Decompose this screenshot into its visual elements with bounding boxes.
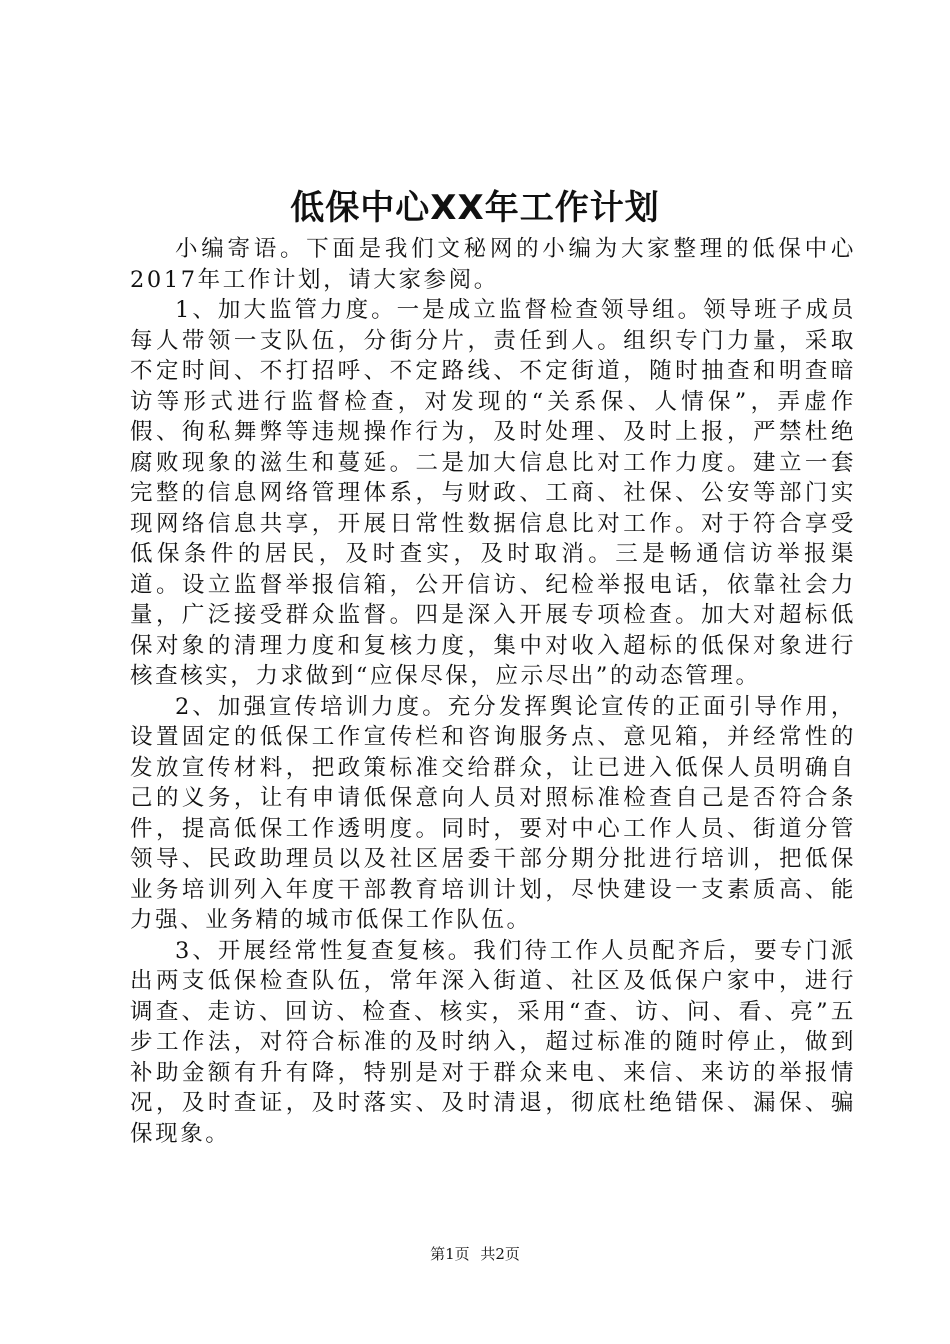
paragraph-item-3: 3、开展经常性复查复核。我们待工作人员配齐后，要专门派出两支低保检查队伍，常年深入街道、社区及低保户家中，进行调查、走访、回访、检查、核实，采用“查、访、问、看、亮”五步工作法，对符合标准的及时纳入，超过标准的随时停止，做到补助金额有升有降，特别是对于群众来电、来信、来访的举报情况，及时查证，及时落实、及时清退，彻底杜绝错保、漏保、骗保现象。 bbox=[130, 937, 856, 1147]
page-footer bbox=[0, 1244, 950, 1264]
document-body bbox=[130, 234, 856, 1149]
document-title: 低保中心XX年工作计划 bbox=[290, 188, 660, 228]
paragraph-item-2: 2、加强宣传培训力度。充分发挥舆论宣传的正面引导作用，设置固定的低保工作宣传栏和咨询服务点、意见箱，并经常性的发放宣传材料，把政策标准交给群众，让已进入低保人员明确自己的义务，让有申请低保意向人员对照标准检查自己是否符合条件，提高低保工作透明度。同时，要对中心工作人员、街道分管领导、民政助理员以及社区居委干部分期分批进行培训，把低保业务培训列入年度干部教育培训计划，尽快建设一支素质高、能力强、业务精的城市低保工作队伍。 bbox=[130, 693, 856, 933]
page-number-total: 共2页 bbox=[480, 1245, 520, 1263]
paragraph-item-1: 1、加大监管力度。一是成立监督检查领导组。领导班子成员每人带领一支队伍，分街分片，责任到人。组织专门力量，采取不定时间、不打招呼、不定路线、不定街道，随时抽查和明查暗访等形式进行监督检查，对发现的“关系保、人情保”，弄虚作假、徇私舞弊等违规操作行为，及时处理、及时上报，严禁杜绝腐败现象的滋生和蔓延。二是加大信息比对工作力度。建立一套完整的信息网络管理体系，与财政、工商、社保、公安等部门实现网络信息共享，开展日常性数据信息比对工作。对于符合享受低保条件的居民，及时查实，及时取消。三是畅通信访举报渠道。设立监督举报信箱，公开信访、纪检举报电话，依靠社会力量，广泛接受群众监督。四是深入开展专项检查。加大对超标低保对象的清理力度和复核力度，集中对收入超标的低保对象进行核查核实，力求做到“应保尽保，应示尽出”的动态管理。 bbox=[130, 297, 856, 689]
page-number-current: 第1页 bbox=[430, 1245, 470, 1263]
paragraph-intro: 小编寄语。下面是我们文秘网的小编为大家整理的低保中心2017年工作计划，请大家参阅。 bbox=[130, 236, 856, 293]
